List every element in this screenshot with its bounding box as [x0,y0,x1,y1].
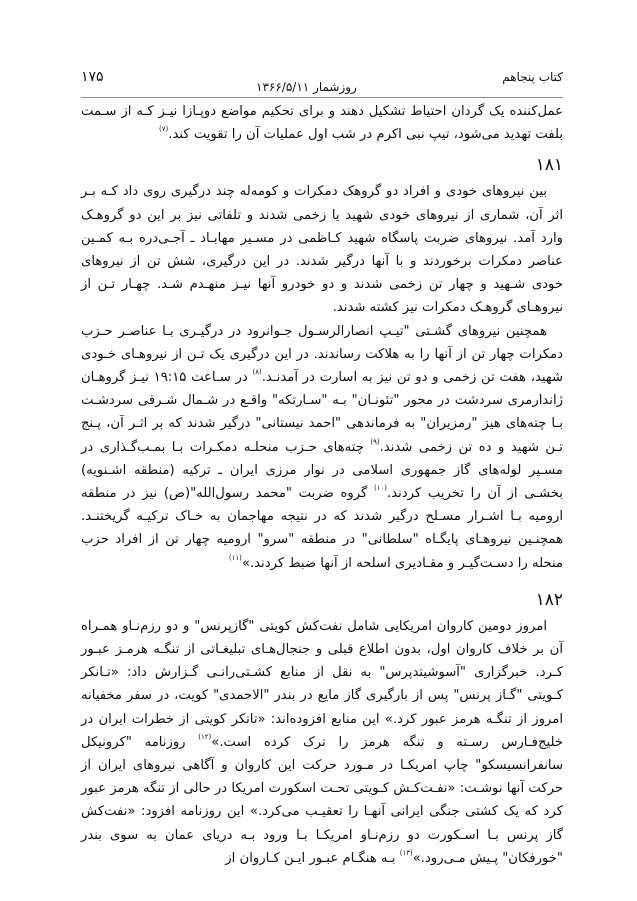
page-number: ۱۷۵ [81,69,104,85]
paragraph-text: گروه ضربت "محمد رسول‌الله"(ص) نیز در منطقه ارومیه بـا اشـرار مسـلح درگیر شدند که در نتیجه مهاجمان به خـاک ترکیـه گریختنـد. همچنـین نیروهـای پایگـاه "سلطانی" در منطقه "سرو" ارومیه چهار تن از افراد حزب منحله را دسـت‌گیـر و مقـادیری اسلحه از آنها ضبط کردند.» [81,486,563,571]
footnote-marker: (۱۱) [228,553,242,562]
diary-date-label: روزشمار ۱۳۶۶/۵/۱۱ [253,80,360,94]
footnote-marker: (۱۳) [399,848,413,857]
paragraph [81,615,563,870]
paragraph-text: چته‌های حـزب منحلـه دمکـرات بـا بمـب‌گـذاری در مسـیر لوله‌های گاز جمهوری اسلامی در نوار مرزی ایران ـ ترکیه (منطقه اشـنویه) بخشـی از آن را تخریب کردند. [81,439,563,502]
paragraph-text: در سـاعت ۱۹:۱۵ نیـز گروهـان ژاندارمری سردشت در محور "تئونـان" بـه "سـارتکه" واقـع در شـمال شـرقی سردشـت بـا چته‌های هیز "رمزیران" به فرماندهی "احمد نیستانی" درگیر شدند که بر اثـر آن، پـنج تـن شهید و ده تن زخمی شدند. [81,370,563,455]
paragraph [81,180,563,319]
footnote-marker: (۷) [159,125,169,134]
footnote-marker: (۱۰) [374,484,387,493]
paragraph-text: همچنین نیروهای گشـتی "تیـپ انصارالرسـول جـوانرود در درگیـری بـا عناصـر حـزب دمکرات چهار تن از آنها را به هلاکت رساندند. در این درگیری یک تـن از نیروهـای خـودی شهید، هفت تن زخمی و دو تن نیز به اسارت در آمدنـد. [81,323,563,386]
intro-paragraph [81,100,563,146]
paragraph [81,320,563,575]
body-text [81,100,563,870]
running-header [81,68,563,100]
footnote-marker: (۸) [252,368,262,377]
paragraph-text: امروز دومین کاروان امریکایی شامل نفت‌کش کویتی "گازپرنس" و دو رزم‌نـاو همـراه آن بر خلاف کاروان اول، بدون اطلاع قبلی و جنجال‌هـای تبلیغـاتی از تنگـه هرمـز عبـور کـرد. خبرگزاری "آسوشیتدپرس" به نقل از منابع کشـتی‌رانـی گـزارش داد: «تـانکر کـویتی "گـاز پرنس" پس از بارگیری گاز مایع در بندر "الاحمدی" کویت، در سفر مخفیانه امروز از تنگـه هرمز عبور کرد.» این منابع افزوده‌اند: «تانکر کویتی از خطرات ایران در خلیج‌فـارس رسـته و تنگه هرمز را ترک کرده است.» [81,618,563,750]
footnote-marker: (۹) [370,437,380,446]
paragraph-text: بین نیروهای خودی و افراد دو گروهک دمکرات و کومه‌له چند درگیری روی داد کـه بـر اثر آن، شماری از نیروهای خودی شهید یا زخمی شدند و تلفاتی نیز بر این دو گروهـک وارد آمد. نیروهای ضربت پاسگاه شهید کـاظمی در مسـیر مهابـاد ـ آجـی‌دره بـه کمـین عناصر دمکرات برخوردند و با آنها درگیر شدند. در این درگیری، شش تن از نیروهای خودی شـهید و چهار تن زخمی شدند و دو خودرو آنها نیـز منهـدم شـد. چهـار تـن از نیروهـای گروهـک دمکرات نیز کشته شدند. [81,184,563,316]
footnote-marker: (۱۲) [198,732,212,741]
section-number-181: ۱۸۱ [535,155,563,176]
intro-text: عمل‌کننده یک گردان احتیاط تشکیل دهند و برای تحکیم مواضع دوپـازا نیـز کـه از سـمت بلفت تهدید می‌شود، تیپ نبی اکرم در شب اول عملیات آن را تقویت کند. [81,104,563,143]
paragraph-text: روزنامه "کرونیکل سانفرانسیسکو" چاپ امریکـا در مـورد حرکت این کاروان و آگاهی نیروهای ایران از حرکت آنها نوشـت: «نفـت‌کـش کـویتی تحـت اسکورت امریکا در حالی از تنگه هرمز عبور کرد که یک کشتی جنگی ایرانی آنهـا را تعقیـب می‌کرد.» این روزنامه افزود: «نفت‌کش گاز پرنس بـا اسـکورت دو رزم‌نـاو امریکـا بـا ورود بـه دریای عمان به سوی بندر "خورفکان" پـیش مـی‌رود.» [81,734,563,866]
section-number-182: ۱۸۲ [535,589,563,610]
paragraph-text: بـه هنگـام عبـور ایـن کـاروان از [225,850,400,866]
book-title: کتاب پنجاهم [502,70,563,84]
header-rule [81,97,563,98]
